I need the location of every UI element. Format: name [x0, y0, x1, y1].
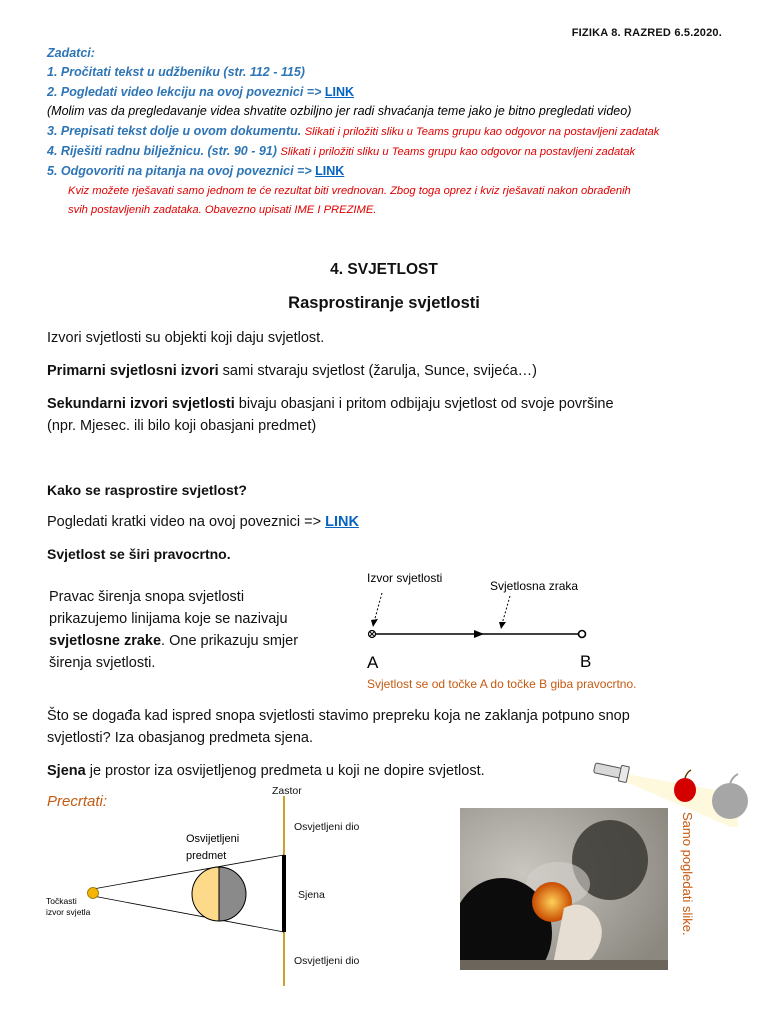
task-5-note-line-1: Kviz možete rješavati samo jednom te će rezultat biti vrednovan. Zbog toga oprez i kviz rješavati nakon obrađenih	[68, 184, 631, 197]
object-label-line-2: predmet	[186, 850, 227, 862]
screen-label: Zastor	[272, 785, 302, 797]
shadow-definition	[47, 763, 485, 779]
lit-area-top-label: Osvjetljeni dio	[294, 821, 360, 833]
source-pointer	[374, 593, 382, 622]
ray-pointer-arrowhead	[499, 622, 506, 629]
light-ray-diagram	[360, 565, 680, 695]
paragraph-primary-sources	[47, 363, 537, 379]
video-paragraph	[47, 514, 359, 530]
light-ray-paragraph	[49, 586, 314, 674]
source-pointer-arrowhead	[371, 619, 378, 627]
shadow-diagram	[40, 782, 380, 992]
video-text: Pogledati kratki video na ovoj poveznici =>	[47, 514, 322, 530]
ray-pointer	[502, 596, 510, 624]
shadow-term: Sjena	[47, 763, 86, 779]
point-b-marker	[579, 631, 586, 638]
source-label-line-1: Točkasti	[46, 896, 77, 906]
straight-line-heading: Svjetlost se širi pravocrtno.	[47, 546, 231, 562]
ray-label: Svjetlosna zraka	[490, 579, 579, 593]
gray-apple-shadow-icon	[712, 774, 748, 819]
primary-sources-term: Primarni svjetlosni izvori	[47, 363, 219, 379]
illuminated-object	[192, 867, 246, 921]
light-ray-term: svjetlosne zrake	[49, 633, 162, 649]
task-5-link[interactable]: LINK	[315, 164, 345, 179]
point-light-source	[88, 888, 99, 899]
lesson-subtitle: Rasprostiranje svjetlosti	[288, 294, 480, 312]
secondary-sources-text: bivaju obasjani i pritom odbijaju svjetlost od svoje površine	[234, 396, 614, 412]
shadow-question-line-1: Što se događa kad ispred snopa svjetlosti stavimo prepreku koja ne zaklanja potpuno snop	[47, 708, 630, 724]
task-item-4-text: 4. Riješiti radnu bilježnicu. (str. 90 - 91)	[47, 144, 277, 159]
shadow-question-line-2: svjetlosti? Iza obasjanog predmeta sjena.	[47, 730, 313, 746]
task-list	[47, 44, 659, 221]
task-2-link[interactable]: LINK	[324, 84, 355, 99]
shadow-photo	[460, 808, 668, 970]
side-note: Samo pogledati slike.	[680, 812, 695, 936]
paragraph-light-sources: Izvori svjetlosti su objekti koji daju svjetlost.	[47, 330, 325, 346]
secondary-sources-example: (npr. Mjesec. ili bilo koji obasjani predmet)	[47, 418, 317, 434]
flashlight-icon	[593, 760, 630, 783]
point-b-label: B	[580, 652, 592, 671]
red-apple-icon	[674, 770, 696, 802]
task-2-note: (Molim vas da pregledavanje videa shvatite ozbiljno jer radi shvaćanja teme jako je bitno pregledati video)	[47, 104, 632, 119]
shadow-label: Sjena	[298, 889, 325, 901]
task-4-note: Slikati i priložiti sliku u Teams grupu kao odgovor na postavljeni zadatak	[280, 146, 636, 159]
task-heading: Zadatci:	[47, 46, 95, 60]
point-a-marker	[369, 631, 376, 638]
task-item-4	[47, 142, 659, 162]
ray-caption: Svjetlost se od točke A do točke B giba pravocrtno.	[367, 677, 637, 691]
question-heading: Kako se rasprostire svjetlost?	[47, 482, 247, 498]
task-item-1: 1. Pročitati tekst u udžbeniku (str. 112 - 115)	[47, 65, 305, 80]
point-a-label: A	[367, 653, 379, 672]
task-item-2	[47, 83, 659, 102]
light-ray-text-1: Pravac širenja snopa svjetlosti prikazujemo linijama koje se nazivaju	[49, 589, 288, 627]
task-item-3-text: 3. Prepisati tekst dolje u ovom dokumentu.	[47, 123, 302, 138]
task-3-note: Slikati i priložiti sliku u Teams grupu kao odgovor na postavljeni zadatak	[304, 125, 660, 138]
ray-direction-arrow	[474, 630, 484, 638]
shadow-definition-text: je prostor iza osvijetljenog predmeta u koji ne dopire svjetlost.	[85, 763, 485, 779]
task-item-5	[47, 162, 659, 181]
task-item-2-text: 2. Pogledati video lekciju na ovoj poveznici =>	[47, 84, 322, 99]
lower-light-ray	[93, 896, 284, 932]
paragraph-secondary-sources	[47, 396, 614, 412]
task-item-5-text: 5. Odgovoriti na pitanja na ovoj poveznici =>	[47, 164, 312, 179]
object-label-line-1: Osvijetljeni	[186, 833, 240, 845]
video-link[interactable]: LINK	[325, 514, 359, 530]
draw-instruction: Precrtati:	[47, 793, 108, 810]
source-label-line-2: izvor svjetla	[46, 907, 91, 917]
secondary-sources-term: Sekundarni izvori svjetlosti	[47, 396, 235, 412]
task-5-note-line-2: svih postavljenih zadataka. Obavezno upisati IME I PREZIME.	[68, 204, 377, 217]
document-header: FIZIKA 8. RAZRED 6.5.2020.	[571, 27, 722, 39]
light-ray-text-2: . One prikazuju smjer širenja svjetlosti.	[49, 633, 299, 671]
primary-sources-text: sami stvaraju svjetlost (žarulja, Sunce, svijeća…)	[218, 363, 537, 379]
shadow-photo-image	[460, 808, 668, 970]
source-label: Izvor svjetlosti	[367, 571, 443, 585]
task-item-3	[47, 122, 659, 142]
lit-area-bottom-label: Osvjetljeni dio	[294, 955, 360, 967]
lesson-title: 4. SVJETLOST	[330, 261, 438, 278]
